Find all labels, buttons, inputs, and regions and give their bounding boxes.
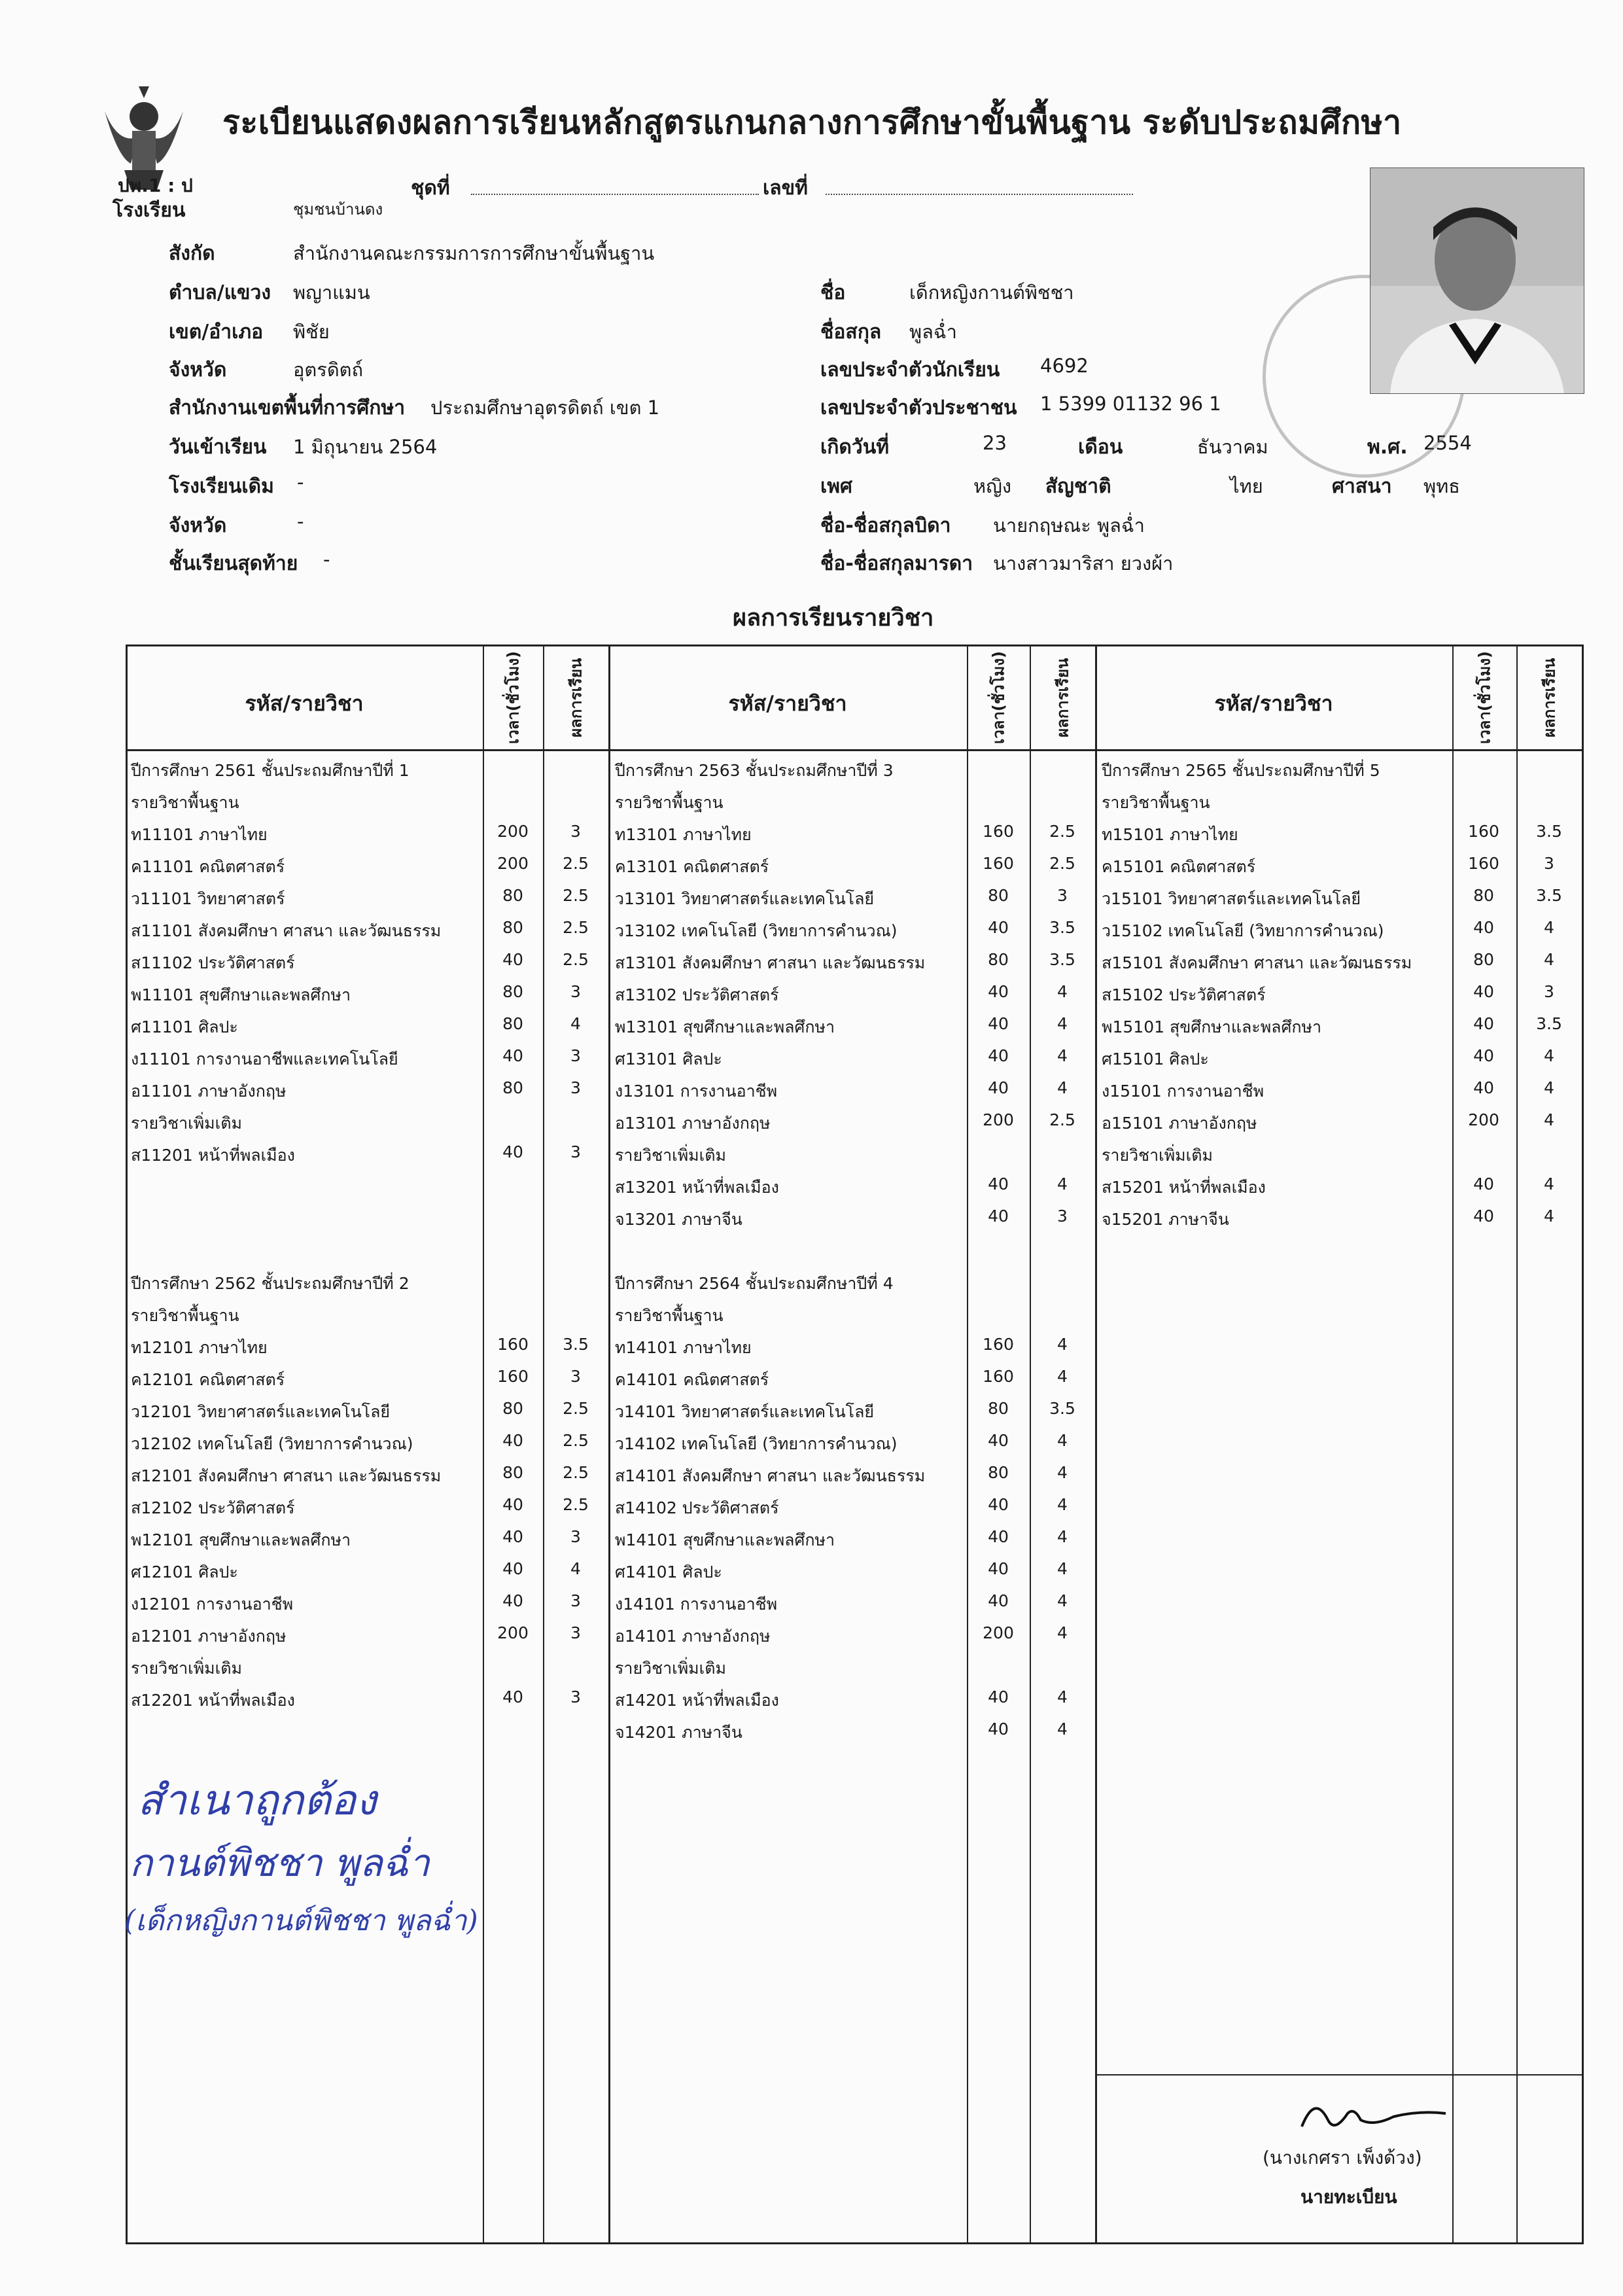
table-row (615, 1720, 1623, 1752)
table-row (615, 1655, 1623, 1687)
subject-cell: ส11201 หน้าที่พลเมือง (131, 1146, 295, 1165)
hours-cell: 40 (988, 1559, 1009, 1578)
grade-cell: 2.5 (563, 1463, 589, 1482)
grade-cell: 2.5 (563, 886, 589, 905)
hours-cell: 80 (988, 1399, 1009, 1418)
province-label: จังหวัด (169, 359, 227, 381)
grade-cell: 4 (1057, 982, 1068, 1001)
hours-cell: 40 (1473, 1046, 1494, 1065)
hours-cell: 80 (502, 982, 523, 1001)
subject-cell: ท12101 ภาษาไทย (131, 1338, 268, 1357)
table-row (1102, 1207, 1623, 1239)
subject-cell: รายวิชาพื้นฐาน (131, 793, 239, 812)
grade-cell: 3 (570, 1527, 581, 1546)
subject-cell: ว14101 วิทยาศาสตร์และเทคโนโลยี (615, 1402, 875, 1421)
hours-cell: 40 (988, 982, 1009, 1001)
table-row (1102, 1078, 1623, 1110)
grade-cell: 3 (570, 1687, 581, 1706)
subject-cell: ว15102 เทคโนโลยี (วิทยาการคำนวณ) (1102, 921, 1384, 940)
subject-cell: ส15101 สังคมศึกษา ศาสนา และวัฒนธรรม (1102, 953, 1412, 972)
form-code: ปพ.1 : ป (118, 175, 193, 196)
grade-cell: 4 (1544, 918, 1554, 937)
subject-cell: ท14101 ภาษาไทย (615, 1338, 752, 1357)
hours-cell: 80 (1473, 886, 1494, 905)
subject-cell: รายวิชาพื้นฐาน (1102, 793, 1210, 812)
religion-label: ศาสนา (1332, 475, 1392, 498)
grade-cell: 3.5 (1536, 822, 1562, 841)
hours-cell: 40 (502, 1142, 523, 1161)
hours-cell: 40 (988, 1527, 1009, 1546)
set-label: ชุดที่ (411, 177, 450, 200)
hours-cell: 40 (1473, 1207, 1494, 1226)
province-value: อุตรดิตถ์ (293, 359, 364, 381)
subject-cell: ว12101 วิทยาศาสตร์และเทคโนโลยี (131, 1402, 391, 1421)
citizen-id-label: เลขประจำตัวประชาชน (820, 397, 1017, 419)
hours-cell: 40 (988, 1720, 1009, 1739)
grade-cell: 4 (1057, 1431, 1068, 1450)
grade-cell: 3 (570, 1046, 581, 1065)
subject-cell: ง14101 การงานอาชีพ (615, 1595, 778, 1614)
grade-cell: 3.5 (1536, 1014, 1562, 1033)
table-row (1102, 886, 1623, 918)
table-row (615, 1239, 1623, 1271)
subject-cell: รายวิชาเพิ่มเติม (615, 1659, 726, 1678)
nationality-value: ไทย (1230, 475, 1263, 497)
th-subject-2: รหัส/รายวิชา (728, 691, 847, 716)
table-row (1102, 1142, 1623, 1174)
grade-cell: 4 (1057, 1463, 1068, 1482)
grade-cell: 2.5 (563, 1399, 589, 1418)
th-subject-3: รหัส/รายวิชา (1214, 691, 1333, 716)
subject-cell: ส12101 สังคมศึกษา ศาสนา และวัฒนธรรม (131, 1466, 442, 1485)
grade-cell: 3.5 (1049, 1399, 1075, 1418)
grade-cell: 4 (1544, 1046, 1554, 1065)
table-row (615, 1431, 1623, 1463)
hours-cell: 40 (502, 1527, 523, 1546)
subject-cell: อ14101 ภาษาอังกฤษ (615, 1627, 771, 1646)
subject-cell: ว11101 วิทยาศาสตร์ (131, 889, 285, 908)
grade-cell: 4 (1544, 1078, 1554, 1097)
father-value: นายกฤษณะ พูลฉ่ำ (993, 514, 1145, 537)
subject-cell: พ15101 สุขศึกษาและพลศึกษา (1102, 1017, 1322, 1036)
table-row (1102, 854, 1623, 886)
registrar-position: นายทะเบียน (1300, 2186, 1397, 2208)
grade-cell: 4 (1057, 1078, 1068, 1097)
grade-cell: 3 (570, 822, 581, 841)
grade-cell: 4 (1057, 1174, 1068, 1193)
subject-cell: ส13102 ประวัติศาสตร์ (615, 985, 779, 1004)
subject-cell: พ14101 สุขศึกษาและพลศึกษา (615, 1530, 835, 1549)
hours-cell: 40 (502, 1687, 523, 1706)
grade-cell: 4 (1544, 1174, 1554, 1193)
subject-cell: รายวิชาเพิ่มเติม (131, 1114, 242, 1133)
subject-cell: ว12102 เทคโนโลยี (วิทยาการคำนวณ) (131, 1434, 413, 1453)
hours-cell: 200 (497, 854, 529, 873)
enroll-date-label: วันเข้าเรียน (169, 436, 267, 459)
student-photo (1370, 168, 1584, 394)
th-subject-1: รหัส/รายวิชา (245, 691, 364, 716)
subject-cell: ส15201 หน้าที่พลเมือง (1102, 1178, 1266, 1197)
subject-cell: ปีการศึกษา 2563 ชั้นประถมศึกษาปีที่ 3 (615, 761, 894, 780)
district-label: เขต/อำเภอ (169, 321, 264, 344)
grade-cell: 4 (1057, 1527, 1068, 1546)
name-label: ชื่อ (820, 281, 846, 304)
grade-cell: 4 (1057, 1046, 1068, 1065)
hours-cell: 40 (988, 1431, 1009, 1450)
grade-cell: 3 (1544, 854, 1554, 873)
table-row (615, 1623, 1623, 1655)
hours-cell: 200 (497, 1623, 529, 1642)
number-dotted-line (826, 192, 1133, 195)
subject-cell: ศ13101 ศิลปะ (615, 1050, 722, 1069)
handwritten-certify: สำเนาถูกต้อง (137, 1776, 377, 1825)
sex-value: หญิง (973, 475, 1011, 497)
table-row (615, 1367, 1623, 1399)
subject-cell: ส11102 ประวัติศาสตร์ (131, 953, 295, 972)
table-row (615, 1399, 1623, 1431)
subject-cell: ศ15101 ศิลปะ (1102, 1050, 1209, 1069)
sex-label: เพศ (820, 475, 853, 498)
table-row (1102, 1046, 1623, 1078)
student-id-value: 4692 (1040, 355, 1089, 377)
grade-cell: 3.5 (1049, 950, 1075, 969)
grade-cell: 2.5 (1049, 822, 1075, 841)
grade-cell: 3.5 (563, 1335, 589, 1354)
subject-cell: ปีการศึกษา 2564 ชั้นประถมศึกษาปีที่ 4 (615, 1274, 894, 1293)
hours-cell: 80 (1473, 950, 1494, 969)
subject-cell: อ15101 ภาษาอังกฤษ (1102, 1114, 1257, 1133)
subject-cell: ง15101 การงานอาชีพ (1102, 1082, 1265, 1101)
grade-cell: 4 (1057, 1014, 1068, 1033)
mother-label: ชื่อ-ชื่อสกุลมารดา (820, 552, 973, 575)
hours-cell: 80 (988, 950, 1009, 969)
subject-cell: ค12101 คณิตศาสตร์ (131, 1370, 285, 1389)
subject-cell: จ13201 ภาษาจีน (615, 1210, 742, 1229)
religion-value: พุทธ (1423, 475, 1460, 497)
prev-school-value: - (297, 471, 304, 493)
year-label: พ.ศ. (1367, 436, 1408, 459)
grade-cell: 4 (1057, 1335, 1068, 1354)
th-hours-3: เวลา(ชั่วโมง) (1475, 651, 1494, 744)
th-hours-2: เวลา(ชั่วโมง) (989, 651, 1008, 744)
citizen-id-value: 1 5399 01132 96 1 (1040, 393, 1221, 415)
table-row (615, 1335, 1623, 1367)
hours-cell: 40 (502, 1495, 523, 1514)
subject-cell: ค11101 คณิตศาสตร์ (131, 857, 285, 876)
grade-cell: 4 (1057, 1367, 1068, 1386)
grade-cell: 4 (1544, 950, 1554, 969)
subject-cell: รายวิชาเพิ่มเติม (615, 1146, 726, 1165)
hours-cell: 40 (988, 1014, 1009, 1033)
subject-cell: ว14102 เทคโนโลยี (วิทยาการคำนวณ) (615, 1434, 898, 1453)
th-hours-1: เวลา(ชั่วโมง) (504, 651, 523, 744)
registrar-divider (1095, 2074, 1584, 2075)
subject-cell: ค14101 คณิตศาสตร์ (615, 1370, 769, 1389)
subject-cell: ศ11101 ศิลปะ (131, 1017, 238, 1036)
table-row (615, 1463, 1623, 1495)
hours-cell: 40 (988, 1207, 1009, 1226)
subject-cell: ส12102 ประวัติศาสตร์ (131, 1498, 295, 1517)
grade-cell: 2.5 (563, 854, 589, 873)
hours-cell: 160 (983, 1335, 1014, 1354)
hours-cell: 40 (502, 1046, 523, 1065)
subject-cell: ว15101 วิทยาศาสตร์และเทคโนโลยี (1102, 889, 1361, 908)
birth-year: 2554 (1423, 432, 1472, 454)
hours-cell: 160 (983, 1367, 1014, 1386)
subject-cell: ส15102 ประวัติศาสตร์ (1102, 985, 1266, 1004)
hours-cell: 80 (502, 1399, 523, 1418)
grade-cell: 3.5 (1536, 886, 1562, 905)
hours-cell: 80 (502, 1463, 523, 1482)
registrar-name: (นางเกศรา เพ็งด้วง) (1263, 2147, 1422, 2168)
grade-cell: 2.5 (563, 918, 589, 937)
subject-cell: พ13101 สุขศึกษาและพลศึกษา (615, 1017, 835, 1036)
grade-cell: 2.5 (563, 1431, 589, 1450)
grade-cell: 3 (570, 1142, 581, 1161)
th-grade-2: ผลการเรียน (1053, 658, 1072, 737)
subject-cell: รายวิชาพื้นฐาน (615, 1306, 724, 1325)
handwritten-full-name: (เด็กหญิงกานต์พิชชา พูลฉ่ำ) (124, 1904, 478, 1937)
hours-cell: 160 (497, 1367, 529, 1386)
subject-cell: พ11101 สุขศึกษาและพลศึกษา (131, 985, 351, 1004)
hours-cell: 80 (988, 886, 1009, 905)
mother-value: นางสาวมาริสา ยวงผ้า (993, 552, 1174, 574)
last-grade-label: ชั้นเรียนสุดท้าย (169, 552, 298, 575)
subdistrict-label: ตำบล/แขวง (169, 281, 271, 304)
grade-cell: 3.5 (1049, 918, 1075, 937)
enroll-date-value: 1 มิถุนายน 2564 (293, 436, 438, 458)
subject-cell: อ12101 ภาษาอังกฤษ (131, 1627, 287, 1646)
surname-label: ชื่อสกุล (820, 321, 882, 344)
area-office-label: สำนักงานเขตพื้นที่การศึกษา (169, 397, 406, 419)
subject-cell: ส14201 หน้าที่พลเมือง (615, 1691, 779, 1710)
subject-cell: ว13101 วิทยาศาสตร์และเทคโนโลยี (615, 889, 875, 908)
subject-cell: ค13101 คณิตศาสตร์ (615, 857, 769, 876)
hours-cell: 40 (988, 1591, 1009, 1610)
subdistrict-value: พญาแมน (293, 281, 370, 304)
subject-cell: พ12101 สุขศึกษาและพลศึกษา (131, 1530, 351, 1549)
hours-cell: 40 (988, 1687, 1009, 1706)
prev-province-label: จังหวัด (169, 514, 227, 537)
hours-cell: 80 (502, 1078, 523, 1097)
table-row (615, 1303, 1623, 1335)
handwritten-signature-name: กานต์พิชชา พูลฉ่ำ (130, 1841, 430, 1885)
hours-cell: 200 (1468, 1110, 1499, 1129)
table-row (1102, 918, 1623, 950)
subject-cell: รายวิชาพื้นฐาน (615, 793, 724, 812)
grade-cell: 3 (570, 1623, 581, 1642)
hours-cell: 40 (988, 918, 1009, 937)
hours-cell: 80 (502, 918, 523, 937)
surname-value: พูลฉ่ำ (909, 321, 957, 343)
school-value: ชุมชนบ้านดง (293, 200, 383, 219)
grade-cell: 4 (570, 1559, 581, 1578)
subject-cell: ท11101 ภาษาไทย (131, 825, 268, 844)
hours-cell: 200 (983, 1623, 1014, 1642)
hours-cell: 80 (988, 1463, 1009, 1482)
table-row (615, 1527, 1623, 1559)
hours-cell: 160 (983, 854, 1014, 873)
hours-cell: 160 (497, 1335, 529, 1354)
hours-cell: 40 (988, 1174, 1009, 1193)
subject-cell: ว13102 เทคโนโลยี (วิทยาการคำนวณ) (615, 921, 898, 940)
subject-cell: ศ14101 ศิลปะ (615, 1563, 722, 1581)
table-row (1102, 790, 1623, 822)
district-value: พิชัย (293, 321, 330, 343)
subject-cell: ง12101 การงานอาชีพ (131, 1595, 294, 1614)
subject-cell: ปีการศึกษา 2565 ชั้นประถมศึกษาปีที่ 5 (1102, 761, 1380, 780)
subject-cell: ท15101 ภาษาไทย (1102, 825, 1238, 844)
hours-cell: 40 (1473, 1078, 1494, 1097)
affiliation-label: สังกัด (169, 242, 215, 265)
hours-cell: 40 (1473, 1174, 1494, 1193)
subject-cell: ค15101 คณิตศาสตร์ (1102, 857, 1256, 876)
subject-cell: ง11101 การงานอาชีพและเทคโนโลยี (131, 1050, 398, 1069)
subject-cell: ส13201 หน้าที่พลเมือง (615, 1178, 779, 1197)
grade-cell: 3 (570, 1591, 581, 1610)
table-row (1102, 982, 1623, 1014)
hours-cell: 40 (1473, 982, 1494, 1001)
subject-cell: ท13101 ภาษาไทย (615, 825, 752, 844)
last-grade-value: - (323, 548, 330, 571)
grade-cell: 3 (570, 1078, 581, 1097)
subject-cell: รายวิชาเพิ่มเติม (131, 1659, 242, 1678)
grade-cell: 3 (1057, 886, 1068, 905)
student-id-label: เลขประจำตัวนักเรียน (820, 359, 1000, 381)
number-label: เลขที่ (763, 177, 808, 200)
hours-cell: 40 (1473, 1014, 1494, 1033)
table-row (1102, 758, 1623, 790)
header-divider (126, 749, 1584, 751)
hours-cell: 200 (983, 1110, 1014, 1129)
grade-cell: 4 (1057, 1559, 1068, 1578)
hours-cell: 200 (497, 822, 529, 841)
subject-cell: ส14102 ประวัติศาสตร์ (615, 1498, 779, 1517)
th-grade-1: ผลการเรียน (567, 658, 585, 737)
registrar-signature-icon (1295, 2087, 1452, 2142)
subject-cell: ศ12101 ศิลปะ (131, 1563, 238, 1581)
subject-cell: ปีการศึกษา 2562 ชั้นประถมศึกษาปีที่ 2 (131, 1274, 410, 1293)
subject-cell: ปีการศึกษา 2561 ชั้นประถมศึกษาปีที่ 1 (131, 761, 410, 780)
affiliation-value: สำนักงานคณะกรรมการการศึกษาขั้นพื้นฐาน (293, 242, 655, 264)
document-title: ระเบียนแสดงผลการเรียนหลักสูตรแกนกลางการศึกษาขั้นพื้นฐาน ระดับประถมศึกษา (222, 103, 1402, 141)
table-row (615, 1559, 1623, 1591)
table-row (1102, 1174, 1623, 1207)
set-dotted-line (471, 192, 759, 195)
hours-cell: 40 (988, 1078, 1009, 1097)
hours-cell: 40 (988, 1046, 1009, 1065)
subject-cell: จ15201 ภาษาจีน (1102, 1210, 1229, 1229)
birth-month: ธันวาคม (1197, 436, 1268, 458)
table-row (615, 1495, 1623, 1527)
prev-province-value: - (297, 510, 304, 533)
hours-cell: 40 (502, 1431, 523, 1450)
hours-cell: 160 (1468, 854, 1499, 873)
hours-cell: 160 (1468, 822, 1499, 841)
school-label: โรงเรียน (113, 199, 186, 222)
subject-cell: อ13101 ภาษาอังกฤษ (615, 1114, 771, 1133)
grade-cell: 4 (1057, 1720, 1068, 1739)
subject-cell: รายวิชาเพิ่มเติม (1102, 1146, 1213, 1165)
hours-cell: 80 (502, 1014, 523, 1033)
subject-cell: อ11101 ภาษาอังกฤษ (131, 1082, 287, 1101)
hours-cell: 40 (502, 950, 523, 969)
grade-cell: 4 (570, 1014, 581, 1033)
subject-cell: ส12201 หน้าที่พลเมือง (131, 1691, 295, 1710)
subject-cell: ส13101 สังคมศึกษา ศาสนา และวัฒนธรรม (615, 953, 926, 972)
subject-cell: ง13101 การงานอาชีพ (615, 1082, 778, 1101)
table-row (1102, 822, 1623, 854)
grade-cell: 3 (1057, 1207, 1068, 1226)
grade-cell: 2.5 (1049, 1110, 1075, 1129)
grade-cell: 4 (1057, 1495, 1068, 1514)
grade-cell: 4 (1057, 1591, 1068, 1610)
grade-cell: 4 (1057, 1687, 1068, 1706)
hours-cell: 40 (1473, 918, 1494, 937)
grade-cell: 3 (1544, 982, 1554, 1001)
table-row (615, 1271, 1623, 1303)
subject-cell: ส11101 สังคมศึกษา ศาสนา และวัฒนธรรม (131, 921, 442, 940)
hours-cell: 40 (502, 1559, 523, 1578)
hours-cell: 80 (502, 886, 523, 905)
grade-cell: 4 (1057, 1623, 1068, 1642)
father-label: ชื่อ-ชื่อสกุลบิดา (820, 514, 951, 537)
grade-cell: 2.5 (563, 950, 589, 969)
results-title: ผลการเรียนรายวิชา (733, 605, 934, 631)
grade-cell: 4 (1544, 1207, 1554, 1226)
table-row (1102, 1014, 1623, 1046)
area-office-value: ประถมศึกษาอุตรดิตถ์ เขต 1 (430, 397, 660, 419)
table-row (615, 1687, 1623, 1720)
subject-cell: ส14101 สังคมศึกษา ศาสนา และวัฒนธรรม (615, 1466, 926, 1485)
name-value: เด็กหญิงกานต์พิชชา (909, 281, 1074, 304)
th-grade-3: ผลการเรียน (1540, 658, 1559, 737)
grade-cell: 2.5 (1049, 854, 1075, 873)
grade-cell: 3 (570, 982, 581, 1001)
prev-school-label: โรงเรียนเดิม (169, 475, 274, 498)
table-row (1102, 1110, 1623, 1142)
subject-cell: จ14201 ภาษาจีน (615, 1723, 742, 1742)
grade-cell: 3 (570, 1367, 581, 1386)
birth-day: 23 (983, 432, 1007, 454)
nationality-label: สัญชาติ (1045, 475, 1111, 498)
birth-label: เกิดวันที่ (820, 436, 890, 459)
subject-cell: รายวิชาพื้นฐาน (131, 1306, 239, 1325)
grade-cell: 4 (1544, 1110, 1554, 1129)
hours-cell: 40 (502, 1591, 523, 1610)
table-row (1102, 950, 1623, 982)
hours-cell: 40 (988, 1495, 1009, 1514)
grade-cell: 2.5 (563, 1495, 589, 1514)
table-row (615, 1591, 1623, 1623)
hours-cell: 160 (983, 822, 1014, 841)
month-label: เดือน (1078, 436, 1123, 459)
